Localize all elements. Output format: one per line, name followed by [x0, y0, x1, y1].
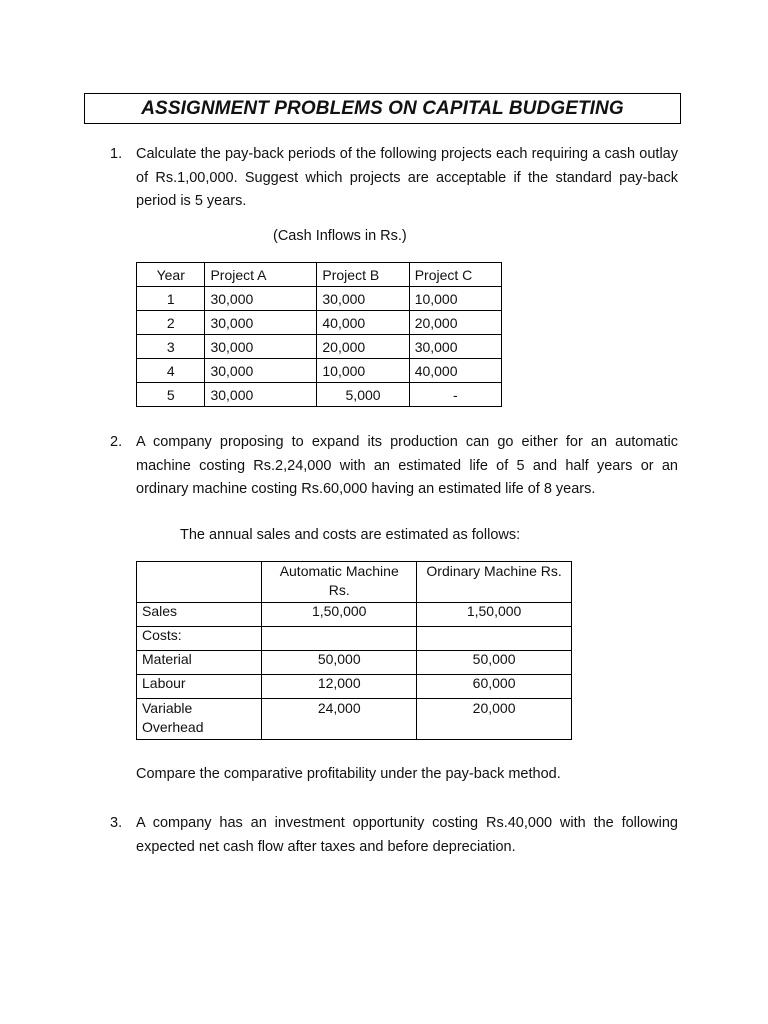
header-year: Year	[137, 263, 205, 287]
cell-ordinary: 1,50,000	[417, 603, 572, 627]
problem-2	[110, 431, 678, 502]
cell-project-a: 30,000	[205, 335, 317, 359]
problem-2-number: 2.	[110, 434, 123, 450]
compare-instruction: Compare the comparative profitability under the pay-back method.	[136, 766, 561, 782]
row-label: Variable Overhead	[137, 699, 262, 740]
table-row	[137, 603, 572, 627]
table-row	[137, 675, 572, 699]
header-project-b: Project B	[317, 263, 409, 287]
problem-3	[110, 812, 678, 859]
cell-year: 4	[137, 359, 205, 383]
cell-automatic: 1,50,000	[262, 603, 417, 627]
document-title: ASSIGNMENT PROBLEMS ON CAPITAL BUDGETING	[141, 97, 624, 119]
problem-1-text: Calculate the pay-back periods of the following projects each requiring a cash outlay of Rs.1,00,000. Suggest which projects are acceptable if the standard pay-back period is 5 years.	[136, 146, 678, 209]
problem-1	[110, 143, 678, 214]
row-label: Material	[137, 651, 262, 675]
table-row	[137, 311, 502, 335]
table-row	[137, 383, 502, 407]
cell-project-b: 10,000	[317, 359, 409, 383]
header-project-c: Project C	[409, 263, 501, 287]
header-ordinary-machine: Ordinary Machine Rs.	[417, 562, 572, 603]
table-row	[137, 699, 572, 740]
cash-inflows-table	[136, 262, 502, 407]
table-row	[137, 335, 502, 359]
cell-year: 3	[137, 335, 205, 359]
cell-project-a: 30,000	[205, 311, 317, 335]
table-row	[137, 627, 572, 651]
sales-costs-subtitle: The annual sales and costs are estimated as follows:	[180, 527, 521, 543]
cell-project-a: 30,000	[205, 383, 317, 407]
problem-3-text: A company has an investment opportunity costing Rs.40,000 with the following expected net cash flow after taxes and before depreciation.	[136, 815, 678, 855]
header-blank	[137, 562, 262, 603]
cell-year: 5	[137, 383, 205, 407]
cell-project-a: 30,000	[205, 287, 317, 311]
problem-1-number: 1.	[110, 146, 123, 162]
cell-project-c: -	[409, 383, 501, 407]
title-box	[84, 93, 681, 124]
problem-2-text: A company proposing to expand its production can go either for an automatic machine costing Rs.2,24,000 with an estimated life of 5 and half years or an ordinary machine costing Rs.60,000 having an estimated life of 8 years.	[136, 434, 678, 497]
cell-ordinary	[417, 627, 572, 651]
table-row	[137, 287, 502, 311]
header-project-a: Project A	[205, 263, 317, 287]
row-label: Labour	[137, 675, 262, 699]
cell-year: 1	[137, 287, 205, 311]
cell-project-b: 40,000	[317, 311, 409, 335]
cell-automatic: 50,000	[262, 651, 417, 675]
cell-project-a: 30,000	[205, 359, 317, 383]
cell-ordinary: 60,000	[417, 675, 572, 699]
cell-project-b: 5,000	[317, 383, 409, 407]
cell-automatic	[262, 627, 417, 651]
table-row	[137, 359, 502, 383]
table-header-row	[137, 263, 502, 287]
table-row	[137, 651, 572, 675]
problem-3-number: 3.	[110, 815, 123, 831]
cell-project-c: 30,000	[409, 335, 501, 359]
sales-costs-table	[136, 561, 572, 740]
cell-ordinary: 20,000	[417, 699, 572, 740]
row-label: Sales	[137, 603, 262, 627]
table-header-row	[137, 562, 572, 603]
cell-ordinary: 50,000	[417, 651, 572, 675]
cell-project-c: 20,000	[409, 311, 501, 335]
cash-inflows-note: (Cash Inflows in Rs.)	[273, 228, 407, 244]
cell-automatic: 24,000	[262, 699, 417, 740]
cell-project-c: 10,000	[409, 287, 501, 311]
cell-project-b: 30,000	[317, 287, 409, 311]
cell-project-b: 20,000	[317, 335, 409, 359]
cell-automatic: 12,000	[262, 675, 417, 699]
row-label: Costs:	[137, 627, 262, 651]
cell-project-c: 40,000	[409, 359, 501, 383]
cell-year: 2	[137, 311, 205, 335]
header-automatic-machine: Automatic Machine Rs.	[262, 562, 417, 603]
